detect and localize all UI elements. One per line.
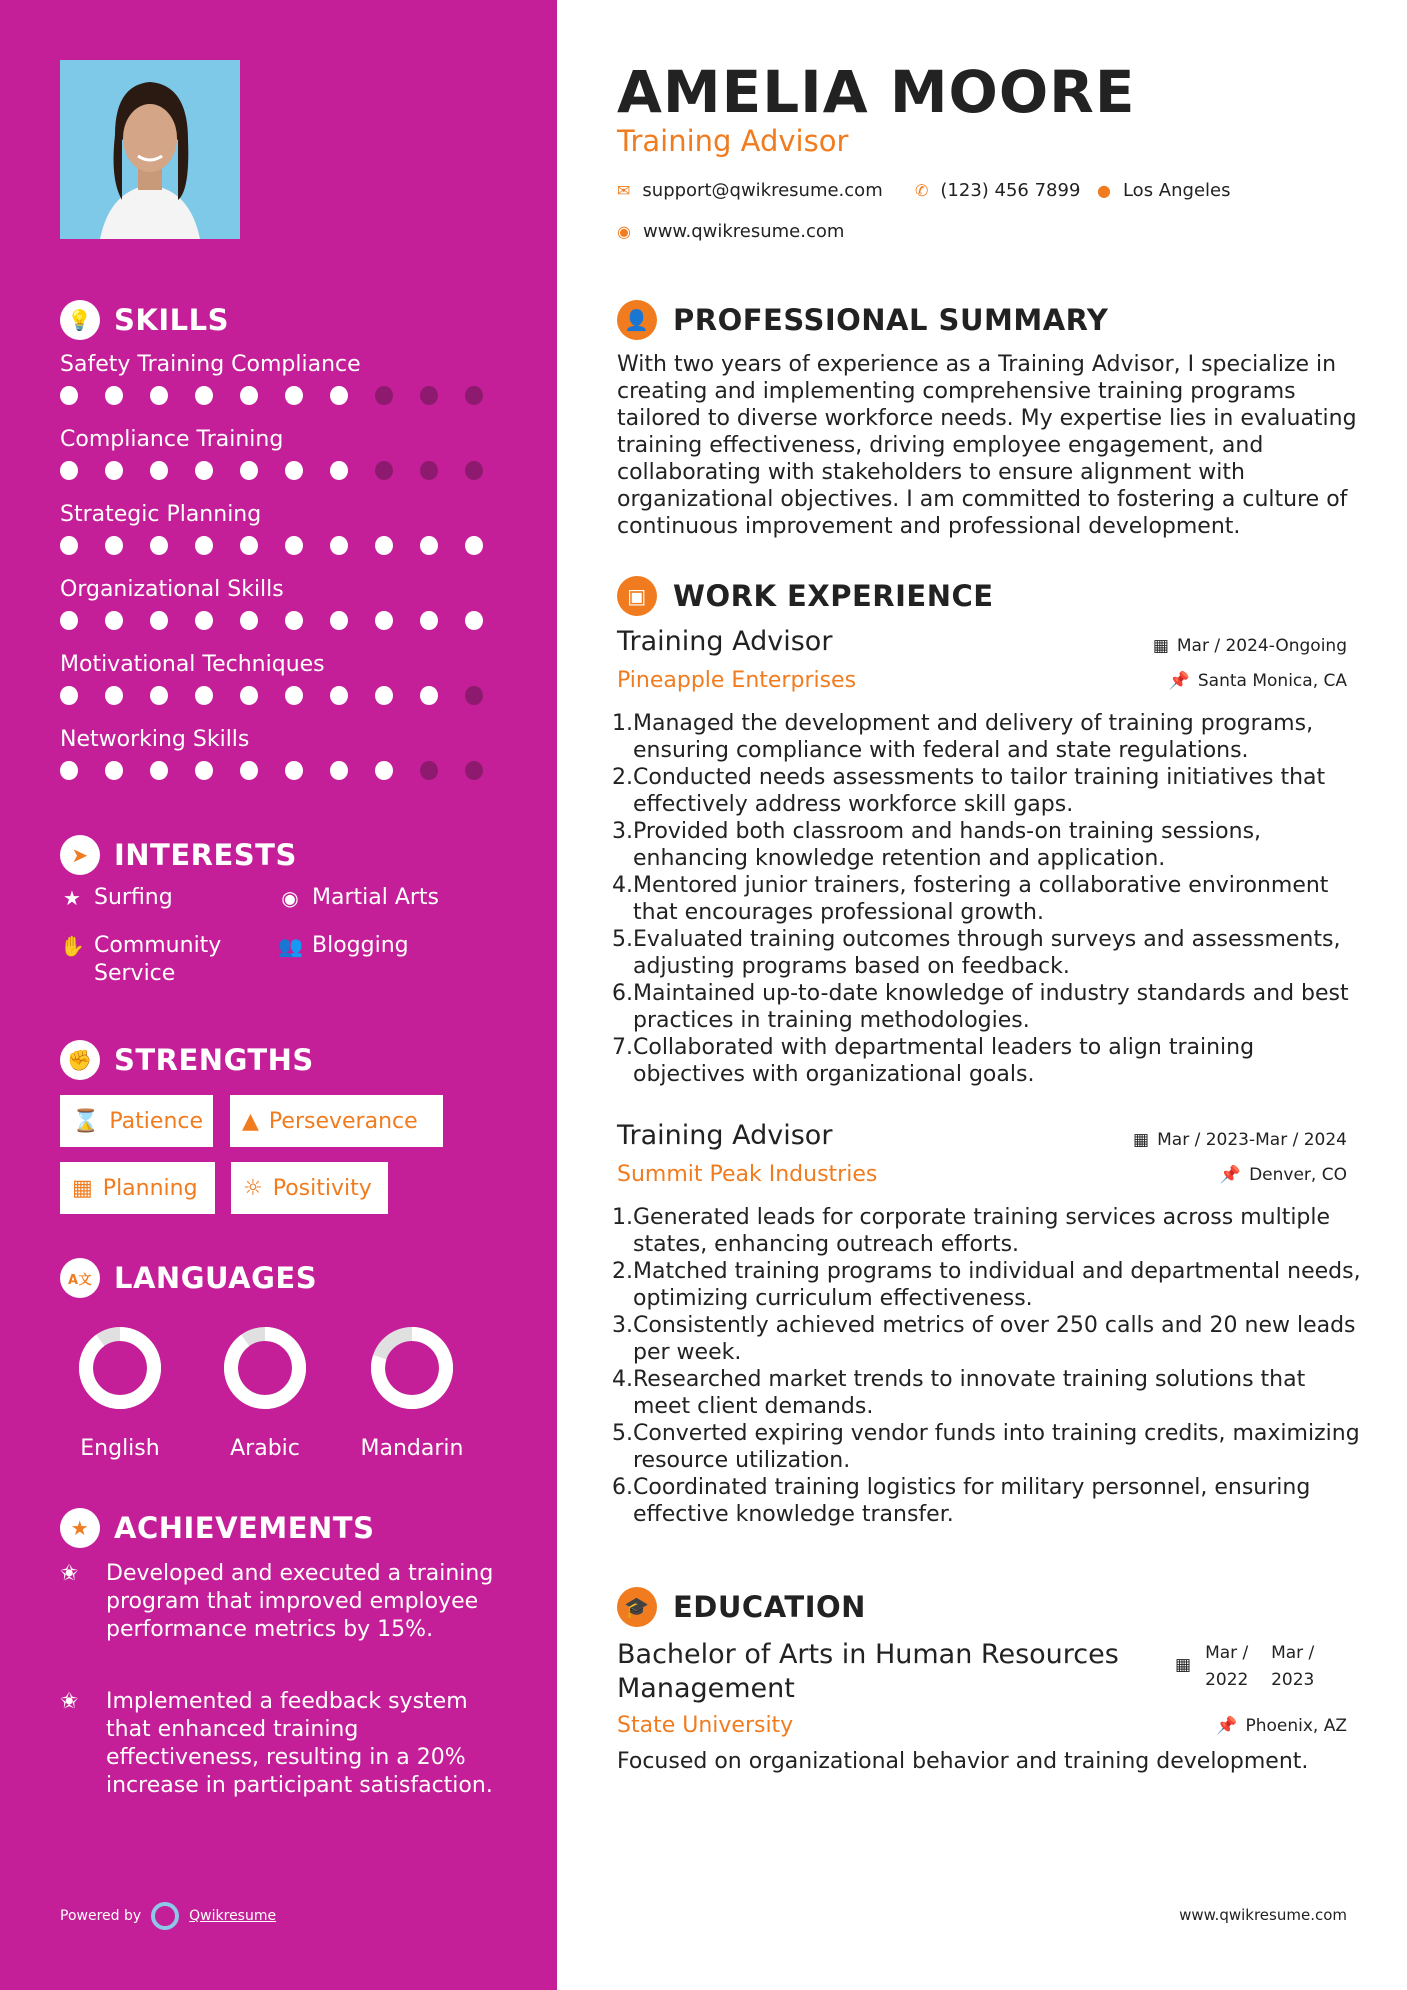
- skill-dot: [150, 461, 168, 480]
- star-icon: ★: [63, 886, 81, 910]
- skill-dot: [195, 461, 213, 480]
- language-item: [65, 1326, 175, 1461]
- skill-dot: [375, 686, 393, 705]
- list-item: [612, 1474, 1367, 1528]
- skill-dot: [465, 686, 483, 705]
- pushpin-icon: 📌: [1168, 671, 1190, 691]
- job-title: Training Advisor: [617, 626, 833, 657]
- shooting-star-icon: ✬: [60, 1561, 79, 1586]
- footer-website[interactable]: www.qwikresume.com: [1179, 1906, 1347, 1924]
- paper-plane-icon: ➤: [60, 835, 100, 875]
- skill-dot: [330, 611, 348, 630]
- skill-dot: [150, 761, 168, 780]
- skill-dot: [240, 611, 258, 630]
- list-text: Converted expiring vendor funds into training credits, maximizing resource utilization.: [633, 1421, 1360, 1473]
- skill-dot: [105, 386, 123, 405]
- skill-dot: [420, 386, 438, 405]
- skill-dot: [105, 686, 123, 705]
- skill-dot: [60, 611, 78, 630]
- skill-item: [60, 502, 510, 555]
- job-bullets: [612, 710, 1367, 1088]
- skill-dot: [285, 761, 303, 780]
- hourglass-icon: ⌛: [72, 1108, 100, 1134]
- degree-title: Bachelor of Arts in Human Resources Management: [617, 1639, 1119, 1704]
- list-item: [612, 926, 1367, 980]
- skill-dot: [60, 761, 78, 780]
- skills-heading: 💡 SKILLS: [60, 300, 229, 340]
- skill-dot: [60, 686, 78, 705]
- skill-dot: [465, 536, 483, 555]
- interest-item: ✋ Community Service: [60, 933, 222, 986]
- interests-heading: ➤ INTERESTS: [60, 835, 297, 875]
- skill-rating: [60, 386, 510, 405]
- contact-email[interactable]: ✉ support@qwikresume.com: [617, 180, 883, 201]
- list-item: [612, 872, 1367, 926]
- skill-dot: [285, 386, 303, 405]
- skill-label: Compliance Training: [60, 427, 284, 452]
- skill-dot: [105, 761, 123, 780]
- skill-dot: [150, 611, 168, 630]
- road-icon: ▲: [242, 1108, 259, 1134]
- list-text: Collaborated with departmental leaders to align training objectives with organizational goals.: [633, 1035, 1255, 1087]
- skill-dot: [195, 761, 213, 780]
- experience-heading: ▣ WORK EXPERIENCE: [617, 576, 994, 616]
- job-dates: ▦ Mar / 2023-Mar / 2024: [1133, 1130, 1347, 1150]
- list-item: [612, 1420, 1367, 1474]
- list-text: Conducted needs assessments to tailor training initiatives that effectively address workforce skill gaps.: [633, 765, 1326, 817]
- list-item: [612, 1258, 1367, 1312]
- skill-dot: [420, 611, 438, 630]
- list-text: Managed the development and delivery of training programs, ensuring compliance with federal and state regulations.: [633, 711, 1314, 763]
- globe-icon: ◉: [281, 886, 299, 910]
- skill-dot: [330, 536, 348, 555]
- skill-dot: [240, 536, 258, 555]
- skill-label: Strategic Planning: [60, 502, 262, 527]
- skill-dot: [465, 761, 483, 780]
- calendar-icon: ▦: [1152, 636, 1169, 656]
- list-number: 5.: [612, 927, 633, 952]
- list-number: 1.: [612, 1205, 633, 1230]
- list-number: 6.: [612, 981, 633, 1006]
- skill-dot: [465, 461, 483, 480]
- skill-dot: [285, 686, 303, 705]
- skill-dot: [105, 536, 123, 555]
- skill-dot: [285, 536, 303, 555]
- skill-label: Motivational Techniques: [60, 652, 325, 677]
- skill-dot: [330, 686, 348, 705]
- list-number: 3.: [612, 819, 633, 844]
- strength-badge: ☼ Positivity: [231, 1162, 388, 1214]
- skill-item: [60, 652, 510, 705]
- list-item: [612, 818, 1367, 872]
- language-label: Arabic: [230, 1436, 300, 1461]
- skill-item: [60, 352, 510, 405]
- phone-icon: ✆: [915, 181, 929, 200]
- language-label: Mandarin: [360, 1436, 464, 1461]
- skill-dot: [150, 536, 168, 555]
- skill-dot: [330, 386, 348, 405]
- shooting-star-icon: ✬: [60, 1689, 79, 1714]
- skill-dot: [420, 686, 438, 705]
- strength-badge: ⌛ Patience: [60, 1095, 213, 1147]
- skill-rating: [60, 761, 510, 780]
- skill-dot: [240, 386, 258, 405]
- skill-dot: [375, 461, 393, 480]
- interest-item: ◉ Martial Arts: [278, 884, 439, 912]
- job-title: Training Advisor: [617, 1120, 833, 1151]
- list-number: 7.: [612, 1035, 633, 1060]
- qwikresume-link[interactable]: Qwikresume: [189, 1908, 277, 1924]
- education-location: 📌 Phoenix, AZ: [1216, 1716, 1347, 1736]
- calendar-icon: ▦: [1175, 1655, 1192, 1675]
- job-company: Summit Peak Industries: [617, 1162, 878, 1187]
- school-name: State University: [617, 1713, 794, 1738]
- skill-dot: [285, 611, 303, 630]
- job-company: Pineapple Enterprises: [617, 668, 857, 693]
- skill-dot: [375, 536, 393, 555]
- interest-item: ★ Surfing: [60, 884, 173, 912]
- skill-dot: [420, 461, 438, 480]
- skill-item: [60, 727, 510, 780]
- list-text: Provided both classroom and hands-on training sessions, enhancing knowledge retention and application.: [633, 819, 1262, 871]
- main-content: [557, 0, 1407, 1990]
- users-icon: 👥: [278, 934, 303, 958]
- globe-icon: ◉: [617, 222, 631, 241]
- star-badge-icon: ★: [60, 1508, 100, 1548]
- job-bullets: [612, 1204, 1367, 1528]
- skill-dot: [150, 686, 168, 705]
- skill-label: Organizational Skills: [60, 577, 284, 602]
- candidate-role: Training Advisor: [617, 124, 849, 158]
- list-text: Maintained up-to-date knowledge of industry standards and best practices in training methodologies.: [633, 981, 1349, 1033]
- contact-phone[interactable]: ✆ (123) 456 7899: [915, 180, 1081, 201]
- list-item: [612, 1034, 1367, 1088]
- skill-rating: [60, 611, 510, 630]
- calendar-icon: ▦: [72, 1175, 93, 1201]
- list-text: Matched training programs to individual and departmental needs, optimizing curriculum effectiveness.: [633, 1259, 1361, 1311]
- briefcase-icon: ▣: [617, 576, 657, 616]
- language-item: [357, 1326, 467, 1461]
- sun-icon: ☼: [243, 1175, 263, 1201]
- envelope-icon: ✉: [617, 181, 631, 200]
- skill-dot: [420, 536, 438, 555]
- skill-dot: [105, 611, 123, 630]
- fist-icon: ✊: [60, 1040, 100, 1080]
- candidate-name: AMELIA MOORE: [617, 58, 1136, 126]
- skill-dot: [330, 461, 348, 480]
- language-icon: A文: [60, 1258, 100, 1298]
- strength-badge: ▦ Planning: [60, 1162, 215, 1214]
- list-text: Generated leads for corporate training services across multiple states, enhancing outreach efforts.: [633, 1205, 1331, 1257]
- languages-heading: A文 LANGUAGES: [60, 1258, 317, 1298]
- skill-item: [60, 427, 510, 480]
- language-item: [210, 1326, 320, 1461]
- list-text: Evaluated training outcomes through surveys and assessments, adjusting programs based on feedback.: [633, 927, 1341, 979]
- sidebar: [0, 0, 557, 1990]
- skill-dot: [195, 386, 213, 405]
- skill-label: Safety Training Compliance: [60, 352, 361, 377]
- skill-dot: [60, 461, 78, 480]
- pushpin-icon: 📌: [1216, 1716, 1238, 1736]
- skill-dot: [60, 386, 78, 405]
- qwikresume-logo-icon: [151, 1902, 179, 1930]
- list-text: Consistently achieved metrics of over 250 calls and 20 new leads per week.: [633, 1313, 1356, 1365]
- contact-website[interactable]: ◉ www.qwikresume.com: [617, 221, 845, 242]
- job-location: 📌 Denver, CO: [1219, 1165, 1347, 1185]
- job-location: 📌 Santa Monica, CA: [1168, 671, 1347, 691]
- list-number: 5.: [612, 1421, 633, 1446]
- contact-location: ● Los Angeles: [1097, 180, 1231, 201]
- language-donut: [223, 1326, 307, 1410]
- skill-dot: [60, 536, 78, 555]
- education-dates: ▦ Mar / 2022 Mar / 2023: [1175, 1640, 1323, 1694]
- language-donut: [370, 1326, 454, 1410]
- skill-rating: [60, 461, 510, 480]
- skill-item: [60, 577, 510, 630]
- achievements-heading: ★ ACHIEVEMENTS: [60, 1508, 374, 1548]
- list-number: 4.: [612, 1367, 633, 1392]
- skill-dot: [285, 461, 303, 480]
- powered-by: Powered by Qwikresume: [60, 1902, 276, 1930]
- skill-dot: [240, 761, 258, 780]
- language-donut: [78, 1326, 162, 1410]
- interest-item: 👥 Blogging: [278, 933, 409, 958]
- pushpin-icon: 📌: [1219, 1165, 1242, 1185]
- list-item: [612, 710, 1367, 764]
- profile-photo: [60, 60, 240, 239]
- skill-dot: [330, 761, 348, 780]
- list-item: [612, 764, 1367, 818]
- hand-icon: ✋: [60, 934, 85, 958]
- skill-dot: [105, 461, 123, 480]
- skill-dot: [195, 611, 213, 630]
- skill-dot: [195, 686, 213, 705]
- list-item: [612, 1366, 1367, 1420]
- list-item: [612, 1312, 1367, 1366]
- skill-dot: [375, 761, 393, 780]
- map-pin-icon: ●: [1097, 181, 1111, 200]
- summary-text: With two years of experience as a Training Advisor, I specialize in creating and implementing comprehensive training programs tailored to diverse workforce needs. My expertise lies in evaluating training effectiveness, driving employee engagement, and collaborating with stakeholders to ensure alignment with organizational objectives. I am committed to fostering a culture of continuous improvement and professional development.: [617, 352, 1357, 539]
- list-item: [612, 980, 1367, 1034]
- language-label: English: [80, 1436, 160, 1461]
- skill-dot: [240, 461, 258, 480]
- skill-dot: [240, 686, 258, 705]
- strengths-heading: ✊ STRENGTHS: [60, 1040, 314, 1080]
- strength-badge: ▲ Perseverance: [230, 1095, 443, 1147]
- list-text: Coordinated training logistics for military personnel, ensuring effective knowledge transfer.: [633, 1475, 1311, 1527]
- list-text: Researched market trends to innovate training solutions that meet client demands.: [633, 1367, 1306, 1419]
- education-description: Focused on organizational behavior and training development.: [617, 1749, 1309, 1774]
- skill-rating: [60, 536, 510, 555]
- skill-dot: [420, 761, 438, 780]
- skill-dot: [375, 386, 393, 405]
- list-number: 2.: [612, 765, 633, 790]
- skill-dot: [375, 611, 393, 630]
- achievement-item: ✬ Developed and executed a training program that improved employee performance metrics by 15%.: [60, 1561, 494, 1642]
- graduate-icon: 🎓: [617, 1587, 657, 1627]
- list-number: 3.: [612, 1313, 633, 1338]
- skill-dot: [195, 536, 213, 555]
- skill-dot: [465, 386, 483, 405]
- user-icon: 👤: [617, 300, 657, 340]
- lightbulb-icon: 💡: [60, 300, 100, 340]
- skill-dot: [465, 611, 483, 630]
- list-number: 1.: [612, 711, 633, 736]
- calendar-icon: ▦: [1133, 1130, 1150, 1150]
- list-number: 4.: [612, 873, 633, 898]
- skill-label: Networking Skills: [60, 727, 250, 752]
- skill-rating: [60, 686, 510, 705]
- list-number: 2.: [612, 1259, 633, 1284]
- list-item: [612, 1204, 1367, 1258]
- list-number: 6.: [612, 1475, 633, 1500]
- education-heading: 🎓 EDUCATION: [617, 1587, 866, 1627]
- achievement-item: ✬ Implemented a feedback system that enhanced training effectiveness, resulting in a 20% increase in participant satisfaction.: [60, 1689, 493, 1798]
- skill-dot: [150, 386, 168, 405]
- job-dates: ▦ Mar / 2024-Ongoing: [1152, 636, 1347, 656]
- list-text: Mentored junior trainers, fostering a collaborative environment that encourages professional growth.: [633, 873, 1329, 925]
- summary-heading: 👤 PROFESSIONAL SUMMARY: [617, 300, 1108, 340]
